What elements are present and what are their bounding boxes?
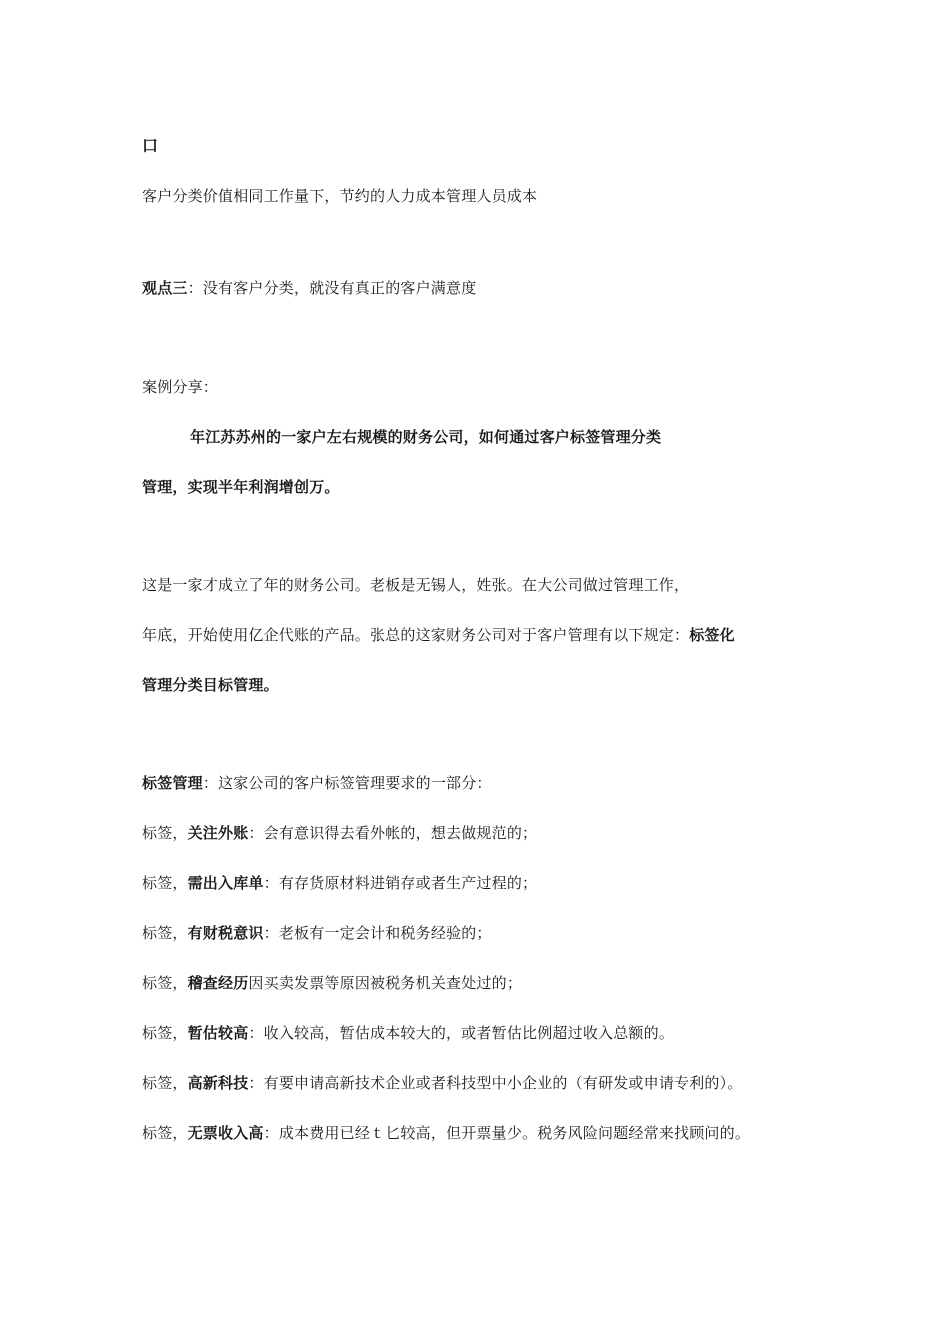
tag-item — [142, 823, 537, 843]
tag-prefix: 标签， — [142, 974, 188, 992]
tag-prefix: 标签， — [142, 1024, 188, 1042]
tag-name: 暂估较高 — [187, 1024, 249, 1042]
tag-management-heading — [142, 773, 492, 793]
tag-item — [142, 1123, 750, 1143]
tag-management-text: ：这家公司的客户标签管理要求的一部分： — [202, 774, 492, 792]
tag-prefix: 标签， — [142, 1074, 188, 1092]
tag-description: ：成本费用已经ｔ匕较高，但开票量少。税务风险问题经常来找顾问的。 — [263, 1124, 751, 1142]
tag-name: 关注外账 — [187, 824, 249, 842]
case-title-line-2: 管理，实现半年利润增创万。 — [142, 478, 340, 496]
tag-item — [142, 1073, 743, 1093]
viewpoint-heading — [142, 278, 476, 298]
tag-prefix: 标签， — [142, 824, 188, 842]
viewpoint-label: 观点三 — [142, 279, 188, 297]
paragraph-cost-saving: 客户分类价值相同工作量下，节约的人力成本管理人员成本 — [142, 187, 538, 205]
tag-name: 无票收入高 — [187, 1124, 264, 1142]
tag-item — [142, 973, 522, 993]
tag-name: 稽查经历 — [187, 974, 249, 992]
case-title-line-1: 年江苏苏州的一家户左右规模的财务公司，如何通过客户标签管理分类 — [190, 428, 662, 446]
story-line-2-bold: 标签化 — [689, 626, 735, 644]
tag-management-label: 标签管理 — [142, 774, 203, 792]
tag-name: 高新科技 — [187, 1074, 249, 1092]
story-line-2 — [142, 625, 735, 645]
section-mark: 口 — [142, 136, 159, 155]
tag-item — [142, 873, 537, 893]
tag-item — [142, 1023, 674, 1043]
tag-description: ：有存货原材料进销存或者生产过程的； — [263, 874, 538, 892]
tag-description: ：老板有一定会计和税务经验的； — [263, 924, 492, 942]
tag-prefix: 标签， — [142, 924, 188, 942]
story-line-1: 这是一家才成立了年的财务公司。老板是无锡人，姓张。在大公司做过管理工作， — [142, 576, 690, 594]
tag-prefix: 标签， — [142, 1124, 188, 1142]
tag-name: 有财税意识 — [187, 924, 264, 942]
story-line-2-text: 年底，开始使用亿企代账的产品。张总的这家财务公司对于客户管理有以下规定： — [142, 626, 690, 644]
tag-description: 因买卖发票等原因被税务机关查处过的； — [248, 974, 523, 992]
case-intro: 案例分享： — [142, 378, 219, 396]
tag-description: ：收入较高，暂估成本较大的，或者暂估比例超过收入总额的。 — [248, 1024, 675, 1042]
tag-description: ：会有意识得去看外帐的，想去做规范的； — [248, 824, 538, 842]
tag-name: 需出入库单 — [187, 874, 264, 892]
story-line-3: 管理分类目标管理。 — [142, 676, 279, 694]
tag-item — [142, 923, 492, 943]
tag-prefix: 标签， — [142, 874, 188, 892]
tag-description: ：有要申请高新技术企业或者科技型中小企业的（有研发或申请专利的）。 — [248, 1074, 743, 1092]
viewpoint-text: ：没有客户分类，就没有真正的客户满意度 — [187, 279, 477, 297]
